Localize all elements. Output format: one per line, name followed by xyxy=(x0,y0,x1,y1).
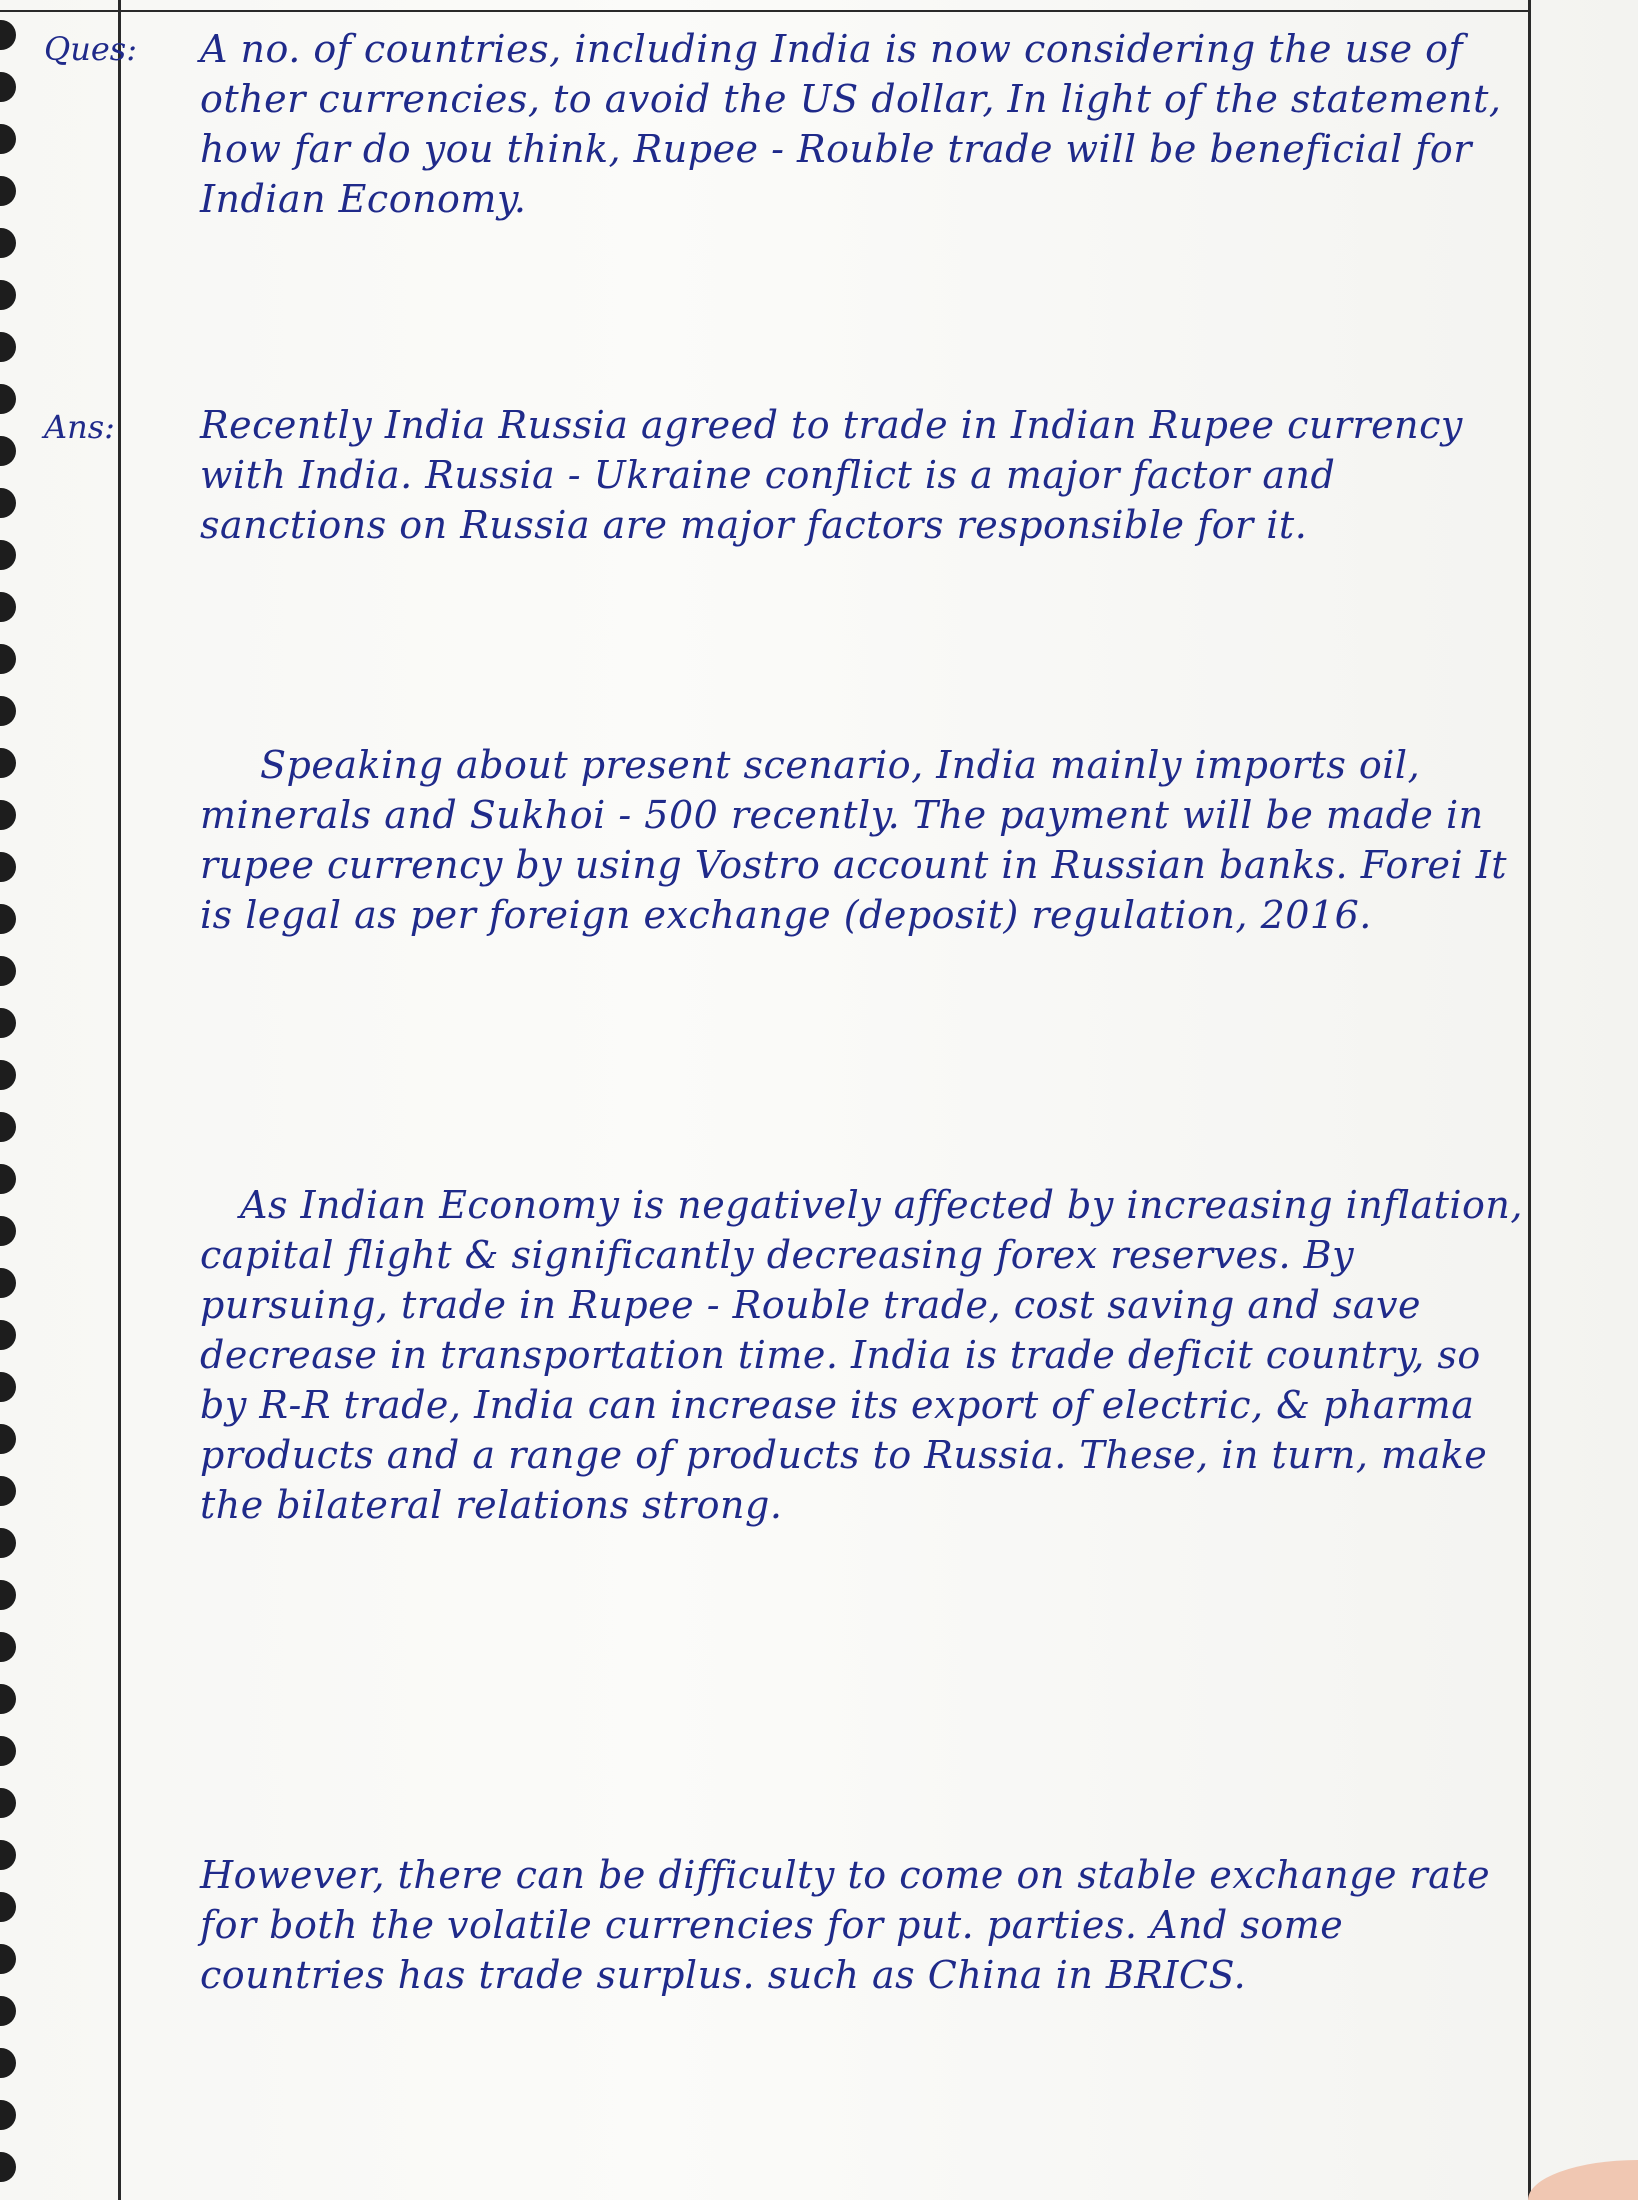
margin-rule-vertical xyxy=(118,0,121,2200)
binding-hole xyxy=(0,1164,16,1194)
binding-hole xyxy=(0,904,16,934)
binding-hole xyxy=(0,72,16,102)
spiral-binding-holes xyxy=(0,20,26,2180)
top-rule xyxy=(0,10,1530,12)
binding-hole xyxy=(0,1476,16,1506)
binding-hole xyxy=(0,1528,16,1558)
answer-paragraph-4: However, there can be difficulty to come on stable exchange rate for both the volatile currencies for put. parties. And some countries has trade surplus. such as China in BRICS. xyxy=(200,1853,1491,1997)
binding-hole xyxy=(0,1216,16,1246)
binding-hole xyxy=(0,1684,16,1714)
answer-paragraph-2-block xyxy=(200,740,1530,940)
binding-hole xyxy=(0,1060,16,1090)
binding-hole xyxy=(0,384,16,414)
binding-hole xyxy=(0,488,16,518)
binding-hole xyxy=(0,1944,16,1974)
binding-hole xyxy=(0,852,16,882)
answer-paragraph-4-block xyxy=(200,1850,1530,2000)
question-text xyxy=(200,24,1530,224)
binding-hole xyxy=(0,2100,16,2130)
binding-hole xyxy=(0,696,16,726)
binding-hole xyxy=(0,956,16,986)
binding-hole xyxy=(0,1424,16,1454)
binding-hole xyxy=(0,1892,16,1922)
question-label: Ques: xyxy=(44,30,137,68)
binding-hole xyxy=(0,1268,16,1298)
answer-paragraph-1-block xyxy=(200,400,1530,550)
binding-hole xyxy=(0,540,16,570)
binding-hole xyxy=(0,1996,16,2026)
answer-paragraph-1: Recently India Russia agreed to trade in Indian Rupee currency with India. Russia - Ukraine conflict is a major factor and sanctions on Russia are major factors responsible for it. xyxy=(200,403,1463,547)
answer-paragraph-2: Speaking about present scenario, India mainly imports oil, minerals and Sukhoi - 500 recently. The payment will be made in rupee currency by using Vostro account in Russian banks. Forei It is legal as per foreign exchange (deposit) regulation, 2016. xyxy=(200,743,1508,937)
binding-hole xyxy=(0,1632,16,1662)
binding-hole xyxy=(0,2152,16,2182)
binding-hole xyxy=(0,644,16,674)
binding-hole xyxy=(0,2048,16,2078)
binding-hole xyxy=(0,1008,16,1038)
binding-hole xyxy=(0,800,16,830)
binding-hole xyxy=(0,1112,16,1142)
binding-hole xyxy=(0,1788,16,1818)
binding-hole xyxy=(0,1320,16,1350)
binding-hole xyxy=(0,228,16,258)
binding-hole xyxy=(0,1372,16,1402)
question-paragraph: A no. of countries, including India is now considering the use of other currencies, to avoid the US dollar, In light of the statement, how far do you think, Rupee - Rouble trade will be beneficial for Indian Economy. xyxy=(200,27,1502,221)
answer-label: Ans: xyxy=(44,408,115,446)
binding-hole xyxy=(0,1736,16,1766)
answer-paragraph-3: As Indian Economy is negatively affected by increasing inflation, capital flight & significantly decreasing forex reserves. By pursuing, trade in Rupee - Rouble trade, cost saving and save decrease in transportation time. India is trade deficit country, so by R-R trade, India can increase its export of electric, & pharma products and a range of products to Russia. These, in turn, make the bilateral relations strong. xyxy=(200,1183,1523,1527)
binding-hole xyxy=(0,1840,16,1870)
binding-hole xyxy=(0,436,16,466)
finger-corner xyxy=(1528,2160,1638,2200)
answer-paragraph-3-block xyxy=(200,1180,1530,1530)
binding-hole xyxy=(0,1580,16,1610)
binding-hole xyxy=(0,20,16,50)
binding-hole xyxy=(0,280,16,310)
binding-hole xyxy=(0,332,16,362)
binding-hole xyxy=(0,176,16,206)
binding-hole xyxy=(0,748,16,778)
binding-hole xyxy=(0,124,16,154)
binding-hole xyxy=(0,592,16,622)
